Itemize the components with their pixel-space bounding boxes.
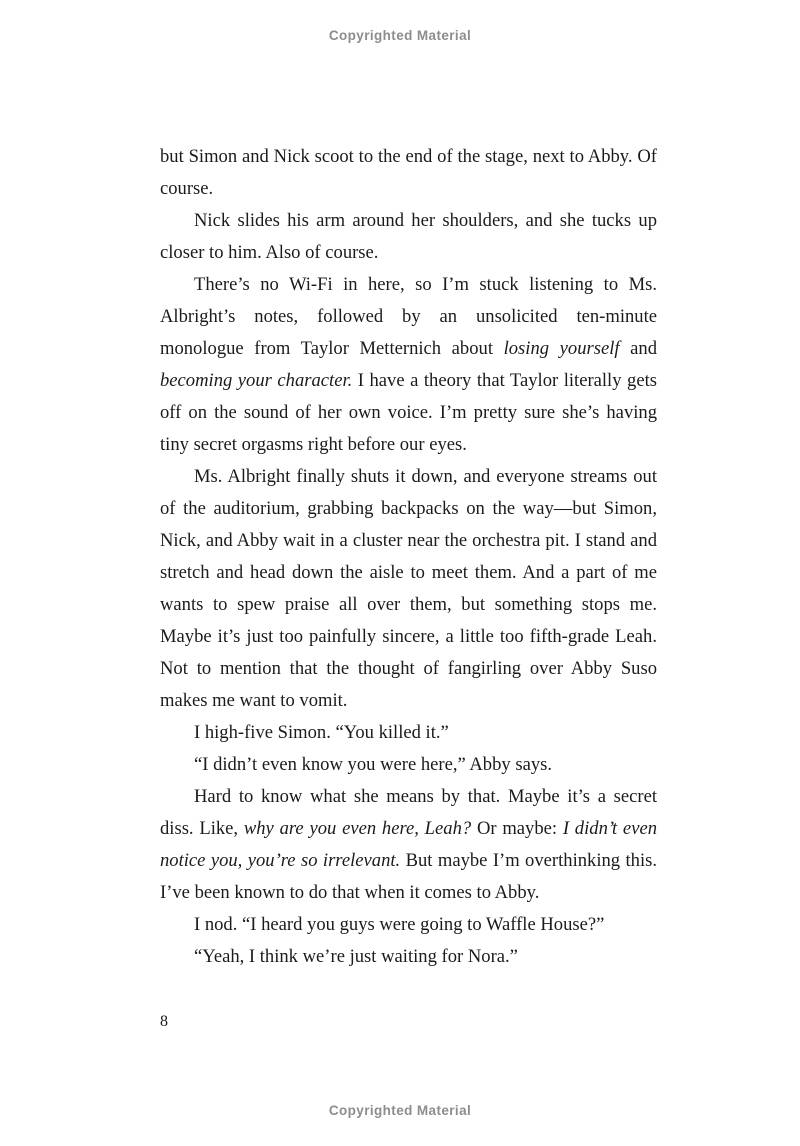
- text-run: I have a theory that Taylor literally gets off on the sound of her own voice. I’m pretty sure she’s having tiny secret orgasms right before our eyes.: [160, 370, 657, 455]
- italic-run: I didn’t even notice you, you’re so irrelevant.: [160, 818, 657, 871]
- text-run: I nod. “I heard you guys were going to Waffle House?”: [194, 914, 605, 935]
- paragraph: [160, 269, 657, 461]
- copyright-footer: Copyrighted Material: [328, 1103, 472, 1118]
- text-run: Nick slides his arm around her shoulders, and she tucks up closer to him. Also of course.: [160, 210, 657, 263]
- page-number: 8: [160, 1013, 168, 1030]
- copyright-header: Copyrighted Material: [328, 28, 472, 43]
- text-block: [160, 141, 657, 973]
- paragraph: [160, 941, 657, 973]
- italic-run: why are you even here, Leah?: [243, 818, 472, 839]
- paragraph: [160, 205, 657, 269]
- text-run: Or maybe:: [471, 818, 563, 839]
- text-run: I high-five Simon. “You killed it.”: [194, 722, 449, 743]
- text-run: Hard to know what she means by that. Maybe it’s a secret diss. Like,: [160, 786, 657, 839]
- text-run: “I didn’t even know you were here,” Abby says.: [194, 754, 553, 775]
- italic-run: becoming your character.: [160, 370, 353, 391]
- text-run: and: [619, 338, 658, 359]
- italic-run: losing yourself: [503, 338, 620, 359]
- text-run: Ms. Albright finally shuts it down, and everyone streams out of the auditorium, grabbing backpacks on the way—but Simon, Nick, and Abby wait in a cluster near the orchestra pit. I stand and stretch and head down the aisle to meet them. And a part of me wants to spew praise all over them, but something stops me. Maybe it’s just too painfully sincere, a little too fifth-grade Leah. Not to mention that the thought of fangirling over Abby Suso makes me want to vomit.: [160, 466, 657, 711]
- paragraph: [160, 141, 657, 205]
- paragraph: [160, 781, 657, 909]
- paragraph: [160, 749, 657, 781]
- text-run: But maybe I’m overthinking this. I’ve been known to do that when it comes to Abby.: [160, 850, 657, 903]
- paragraph: [160, 717, 657, 749]
- paragraph: [160, 461, 657, 717]
- text-run: “Yeah, I think we’re just waiting for Nora.”: [194, 946, 518, 967]
- paragraph: [160, 909, 657, 941]
- text-run: There’s no Wi-Fi in here, so I’m stuck listening to Ms. Albright’s notes, followed by an unsolicited ten-minute monologue from Taylor Metternich about: [160, 274, 657, 359]
- text-run: but Simon and Nick scoot to the end of the stage, next to Abby. Of course.: [160, 146, 657, 199]
